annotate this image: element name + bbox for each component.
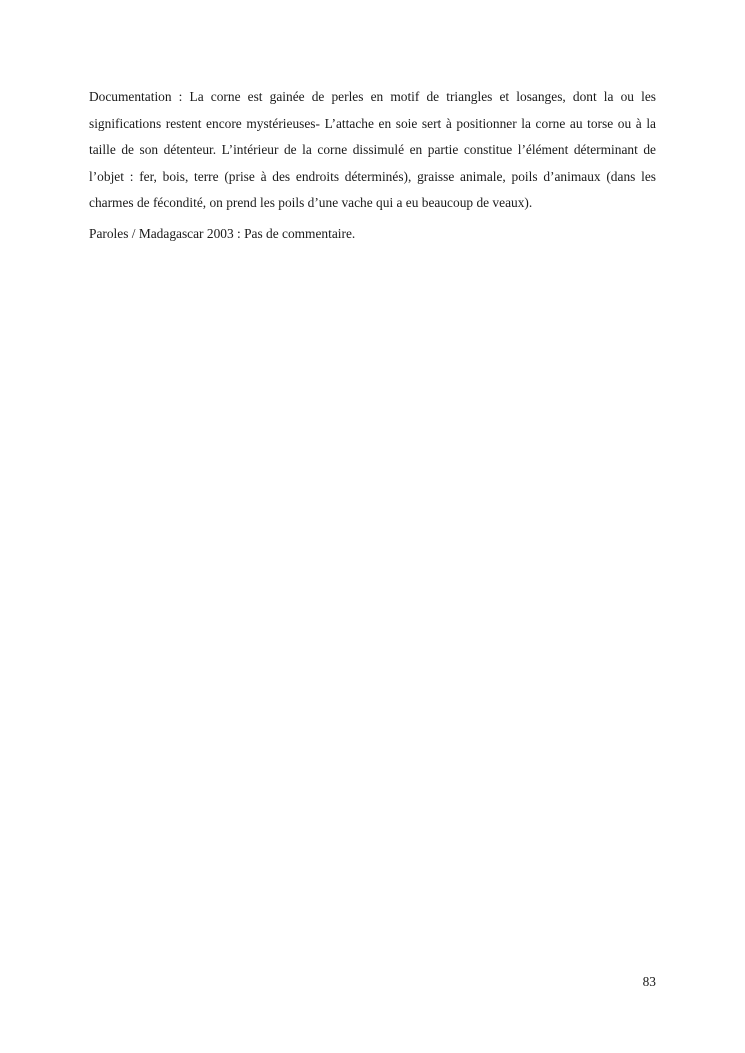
documentation-paragraph: Documentation : La corne est gainée de perles en motif de triangles et losanges, dont la ou les significations restent encore mystérieuses- L’attache en soie sert à positionner la corne au torse ou à la taille de son détenteur. L’intérieur de la corne dissimulé en partie constitue l’élément déterminant de l’objet : fer, bois, terre (prise à des endroits déterminés), graisse animale, poils d’animaux (dans les charmes de fécondité, on prend les poils d’une vache qui a eu beaucoup de veaux). xyxy=(89,89,656,210)
paroles-paragraph: Paroles / Madagascar 2003 : Pas de commentaire. xyxy=(89,225,356,241)
page-body xyxy=(89,84,656,247)
page-number: 83 xyxy=(642,974,656,989)
